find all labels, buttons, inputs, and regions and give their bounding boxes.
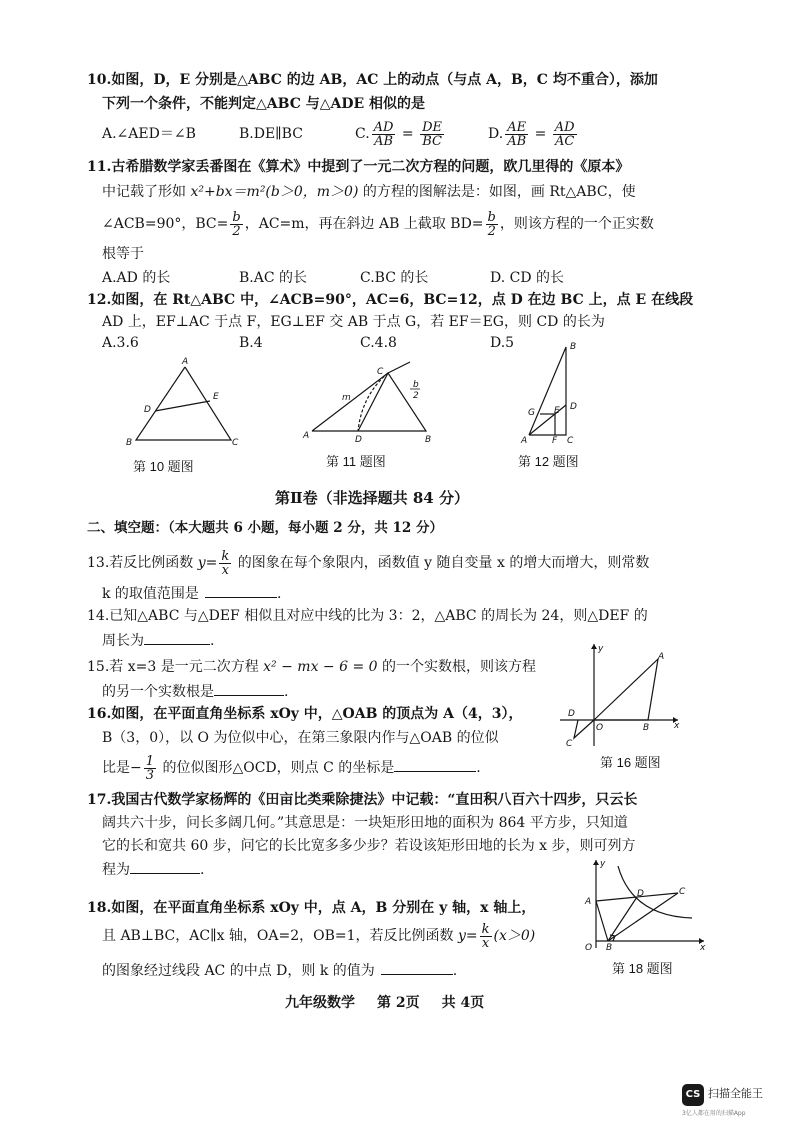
q18-frac-kx: $\frac{k}{x}$ <box>481 921 490 951</box>
q10-option-c: C. $\frac{AD}{AB}$ = $\frac{DE}{BC}$ <box>355 119 443 149</box>
q10-line2: 下列一个条件，不能判定△ABC 与△ADE 相似的是 <box>102 96 426 112</box>
q15-equation: x² − mx − 6 = 0 <box>263 659 378 675</box>
fig18-label-d: D <box>637 889 644 899</box>
q10-option-b: B.DE∥BC <box>239 126 303 142</box>
figure-16 <box>560 642 685 750</box>
page-footer <box>285 992 506 1012</box>
figure-12 <box>515 343 585 448</box>
watermark-app-name: 扫描全能王 <box>708 1087 763 1100</box>
fig16-label-b: B <box>643 723 650 733</box>
q12-line1: 12.如图，在 Rt△ABC 中，∠ACB=90°，AC=6，BC=12，点 D 在边 BC 上，点 E 在线段 <box>87 292 694 308</box>
q11-line2-b: 的方程的图解法是：如图，画 Rt△ABC，使 <box>358 184 636 200</box>
scanner-watermark <box>682 1082 792 1118</box>
fig18-label-o: O <box>585 943 593 953</box>
q11-line4: 根等于 <box>102 246 144 262</box>
figure-18 <box>582 858 707 953</box>
q13-line2: k 的取值范围是 . <box>102 583 281 604</box>
q16-line3-b: 的位似图形△OCD，则点 C 的坐标是 <box>158 760 395 776</box>
q10-option-c-letter: C. <box>355 126 370 142</box>
q16-line3-a: 比是 <box>102 760 130 776</box>
q18-line3: 的图象经过线段 AC 的中点 D，则 k 的值为 . <box>102 960 457 981</box>
q10-option-a: A.∠AED＝∠B <box>102 126 196 142</box>
q18-eq-y: y <box>458 928 466 944</box>
q12-option-b: B.4 <box>239 335 263 351</box>
q18-line3-text: 的图象经过线段 AC 的中点 D，则 k 的值为 <box>102 963 375 979</box>
q17-line3: 它的长和宽共 60 步，问它的长比宽多多少步？若设该矩形田地的长为 x 步，则可列方 <box>102 838 636 854</box>
fig11-label-b: B <box>425 435 432 445</box>
q10-option-d-frac1: $\frac{AE}{AB}$ <box>507 119 527 149</box>
fig18-label-b: B <box>606 943 613 953</box>
q18-line2-b: (x＞0) <box>493 928 536 944</box>
fig11-label-m: m <box>342 393 351 403</box>
q13-frac-kx: $\frac{k}{x}$ <box>221 548 230 578</box>
fig12-label-f: F <box>552 436 558 446</box>
q11-option-d: D. CD 的长 <box>490 270 565 286</box>
fig16-label-y: y <box>598 644 604 654</box>
q17-answer-blank[interactable] <box>130 859 200 874</box>
q18-line1: 18.如图，在平面直角坐标系 xOy 中，点 A，B 分别在 y 轴，x 轴上， <box>87 900 536 916</box>
fig16-label-o: O <box>596 723 604 733</box>
footer-total: 共 4页 <box>441 995 485 1011</box>
q13-line1: 13.若反比例函数 y= $\frac{k}{x}$ 的图象在每个象限内，函数值 y 随自变量 x 的增大而增大，则常数 <box>87 548 650 578</box>
camscanner-logo-icon: CS <box>682 1084 704 1106</box>
q10-line1: 10.如图，D，E 分别是△ABC 的边 AB，AC 上的动点（与点 A，B，C 均不重合），添加 <box>87 72 658 88</box>
q10-option-d-letter: D. <box>488 126 504 142</box>
q10-option-c-frac1: $\frac{AD}{AB}$ <box>373 119 394 149</box>
fig16-label-c: C <box>566 739 573 749</box>
q12-line2: AD 上，EF⊥AC 于点 F，EG⊥EF 交 AB 于点 G，若 EF＝EG，则 CD 的长为 <box>102 314 605 330</box>
q16-line3: 比是− $\frac{1}{3}$ 的位似图形△OCD，则点 C 的坐标是 . <box>102 753 481 783</box>
figure-11 <box>295 360 455 450</box>
q17-line2: 阔共六十步，问长多阔几何。”其意思是：一块矩形田地的面积为 864 平方步，只知道 <box>102 815 628 831</box>
q11-line3-a: ∠ACB=90°，BC= <box>102 216 229 232</box>
figure-10 <box>118 355 248 455</box>
q14-line2: 周长为 . <box>102 630 214 651</box>
caption-fig-10: 第 10 题图 <box>133 459 194 474</box>
q10-option-d-frac2: $\frac{AD}{AC}$ <box>554 119 575 149</box>
fig10-label-c: C <box>232 438 239 448</box>
q14-line2-text: 周长为 <box>102 633 144 649</box>
fig10-label-b: B <box>126 438 133 448</box>
watermark-slogan: 3亿人都在用的扫描App <box>682 1110 746 1117</box>
q15-line2-text: 的另一个实数根是 <box>102 684 214 700</box>
fig10-label-e: E <box>213 392 219 402</box>
q11-equation: x²+bx＝m²(b＞0，m＞0) <box>190 184 359 200</box>
footer-page: 第 2页 <box>377 995 420 1011</box>
fig10-label-a: A <box>182 357 189 367</box>
caption-fig-18: 第 18 题图 <box>612 961 673 976</box>
q18-line2-a: 且 AB⊥BC，AC∥x 轴，OA=2，OB=1，若反比例函数 <box>102 928 458 944</box>
fig11-label-c: C <box>377 367 384 377</box>
q13-answer-blank[interactable] <box>205 583 277 598</box>
caption-fig-12: 第 12 题图 <box>518 454 579 469</box>
q14-answer-blank[interactable] <box>144 630 210 645</box>
q10-option-d: D. $\frac{AE}{AB}$ = $\frac{AD}{AC}$ <box>488 119 575 149</box>
q11-frac-b2-first: $\frac{b}{2}$ <box>232 209 241 239</box>
q15-line1 <box>87 657 536 677</box>
footer-subject: 九年级数学 <box>285 995 355 1011</box>
fig18-label-a: A <box>585 897 592 907</box>
fig10-label-d: D <box>144 405 151 415</box>
q13-line1-a: 13.若反比例函数 <box>87 555 198 571</box>
fig18-label-y: y <box>600 859 606 869</box>
fig12-label-c: C <box>567 436 574 446</box>
q14-line1: 14.已知△ABC 与△DEF 相似且对应中线的比为 3：2，△ABC 的周长为 24，则△DEF 的 <box>87 608 648 624</box>
q12-option-a: A.3.6 <box>102 335 139 351</box>
section-2-title: 第Ⅱ卷（非选择题共 84 分） <box>275 489 469 507</box>
q15-line1-a: 15.若 x=3 是一元二次方程 <box>87 659 264 675</box>
q18-line2: 且 AB⊥BC，AC∥x 轴，OA=2，OB=1，若反比例函数 y= $\frac{k}{x}$ (x＞0) <box>102 921 536 951</box>
q17-line4-text: 程为 <box>102 862 130 878</box>
q12-option-d: D.5 <box>490 335 515 351</box>
q11-line3 <box>102 206 654 242</box>
q11-frac-b2-second: $\frac{b}{2}$ <box>487 209 496 239</box>
q16-frac-one-third: $\frac{1}{3}$ <box>145 753 155 783</box>
fill-in-heading: 二、填空题：（本大题共 6 小题，每小题 2 分，共 12 分） <box>87 520 444 536</box>
q12-option-c: C.4.8 <box>360 335 397 351</box>
q11-line2 <box>102 182 636 202</box>
q15-answer-blank[interactable] <box>214 681 284 696</box>
fig16-label-d: D <box>568 709 575 719</box>
q16-line1: 16.如图，在平面直角坐标系 xOy 中，△OAB 的顶点为 A（4，3）， <box>87 706 523 722</box>
fig16-label-a: A <box>658 652 665 662</box>
q17-line1: 17.我国古代数学家杨辉的《田亩比类乘除捷法》中记载：“直田积八百六十四步，只云长 <box>87 792 638 808</box>
q11-line1: 11.古希腊数学家丢番图在《算术》中提到了一元二次方程的问题，欧几里得的《原本》 <box>87 159 630 175</box>
q10-option-c-frac2: $\frac{DE}{BC}$ <box>422 119 443 149</box>
q15-line1-b: 的一个实数根，则该方程 <box>377 659 536 675</box>
q11-option-c: C.BC 的长 <box>360 270 429 286</box>
q13-eq-y: y <box>197 555 206 571</box>
q13-line2-text: k 的取值范围是 <box>102 586 199 602</box>
q18-answer-blank[interactable] <box>381 960 453 975</box>
fig12-label-b: B <box>570 342 577 352</box>
q11-line3-c: ，则该方程的一个正实数 <box>499 216 654 232</box>
q11-line3-b: ，AC=m，再在斜边 AB 上截取 BD= <box>244 216 484 232</box>
q17-line4: 程为 . <box>102 859 204 880</box>
fig11-label-a: A <box>303 431 310 441</box>
q11-line2-a: 中记载了形如 <box>102 184 191 200</box>
fig18-label-x: x <box>700 943 706 953</box>
q15-line2: 的另一个实数根是 . <box>102 681 288 702</box>
q16-answer-blank[interactable] <box>394 757 476 772</box>
fig11-label-b-den: 2 <box>413 391 419 401</box>
fig11-label-b-num: b <box>413 380 419 390</box>
fig18-label-c: C <box>679 887 686 897</box>
fig12-label-g: G <box>528 408 535 418</box>
fig12-label-d: D <box>570 402 577 412</box>
fig11-label-d: D <box>355 435 362 445</box>
q16-line2: B（3，0），以 O 为位似中心，在第三象限内作与△OAB 的位似 <box>102 730 499 746</box>
caption-fig-11: 第 11 题图 <box>326 454 386 469</box>
fig16-label-x: x <box>674 721 680 731</box>
fig12-label-a: A <box>521 436 528 446</box>
q11-option-a: A.AD 的长 <box>102 270 171 286</box>
fig12-label-e: E <box>554 406 560 416</box>
q11-option-b: B.AC 的长 <box>239 270 308 286</box>
caption-fig-16: 第 16 题图 <box>600 755 661 770</box>
q13-line1-b: 的图象在每个象限内，函数值 y 随自变量 x 的增大而增大，则常数 <box>233 555 650 571</box>
